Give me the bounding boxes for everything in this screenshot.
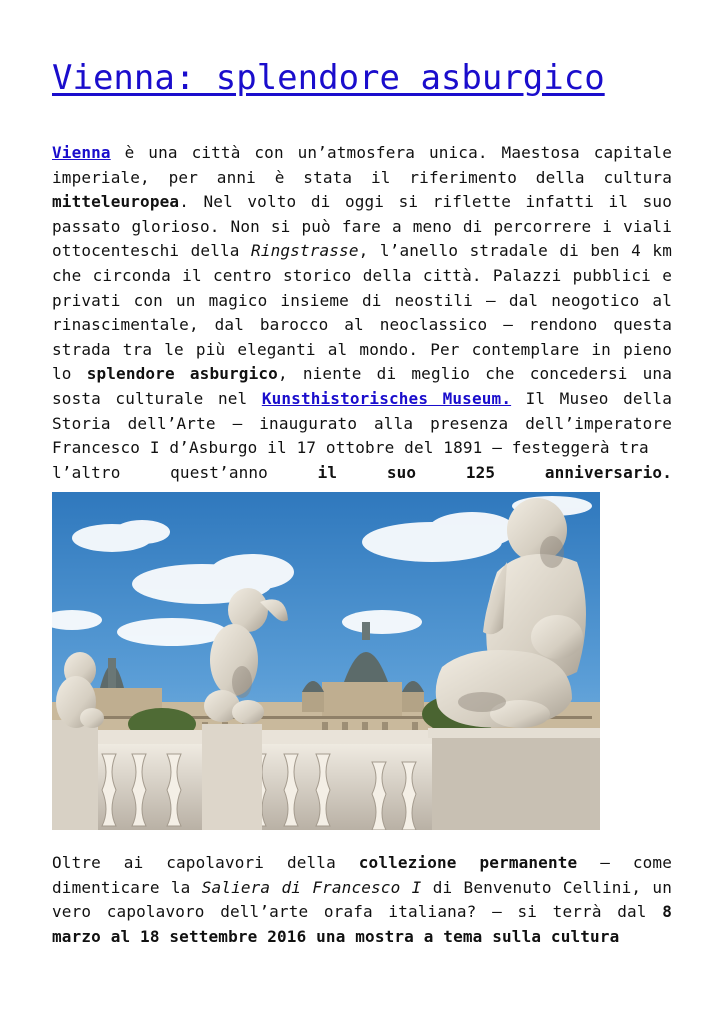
page-title <box>52 57 605 99</box>
second-paragraph <box>52 851 672 949</box>
italic-saliera: Saliera di Francesco I <box>201 877 422 897</box>
last-line <box>52 461 672 486</box>
bold-mitteleuropea: mitteleuropea <box>52 192 180 212</box>
text-run: , l’anello stradale di ben 4 km che circonda il centro storico della città. Palazzi pubblici e privati con un magico insieme di neostili – dal neogotico al rinascimentale, dal barocco al neoclassico – rendono questa strada tra le più eleganti al mondo. Per contemplare in pieno lo <box>52 241 672 384</box>
text-run: , niente di meglio che concedersi una sosta culturale nel <box>52 364 672 408</box>
text-run: . Nel volto di oggi si riflette infatti il suo passato glorioso. Non si può fare a meno di percorrere i viali ottocenteschi della <box>52 192 672 261</box>
museum-link[interactable]: Kunsthistorisches Museum. <box>261 388 512 408</box>
bold-collezione: collezione permanente <box>358 853 578 872</box>
vienna-statues-photo <box>52 492 600 830</box>
text-run: Oltre ai capolavori della <box>52 853 359 872</box>
text-run: di Benvenuto Cellini, un vero capolavoro dell’arte orafa italiana? – si terrà dal <box>52 877 672 922</box>
bold-anniversario: il suo 125 anniversario. <box>317 462 672 482</box>
title-link[interactable]: Vienna: splendore asburgico <box>52 58 605 98</box>
bold-mostra: 8 marzo al 18 settembre 2016 una mostra a tema sulla cultura <box>52 902 672 946</box>
text-run: l’altro quest’anno <box>52 462 318 482</box>
intro-paragraph <box>52 141 672 485</box>
vienna-link[interactable]: Vienna <box>52 143 111 162</box>
italic-ringstrasse: Ringstrasse <box>251 241 359 261</box>
text-run: – come dimenticare la <box>52 853 672 897</box>
text-run: è una città con un’atmosfera unica. Maestosa capitale imperiale, per anni è stata il riferimento della cultura <box>52 143 672 187</box>
bold-splendore: splendore asburgico <box>86 364 278 384</box>
text-run: Il Museo della Storia dell’Arte – inaugurato alla presenza dell’imperatore Francesco I d’Asburgo il 17 ottobre del 1891 – festeggerà tra <box>52 388 673 458</box>
